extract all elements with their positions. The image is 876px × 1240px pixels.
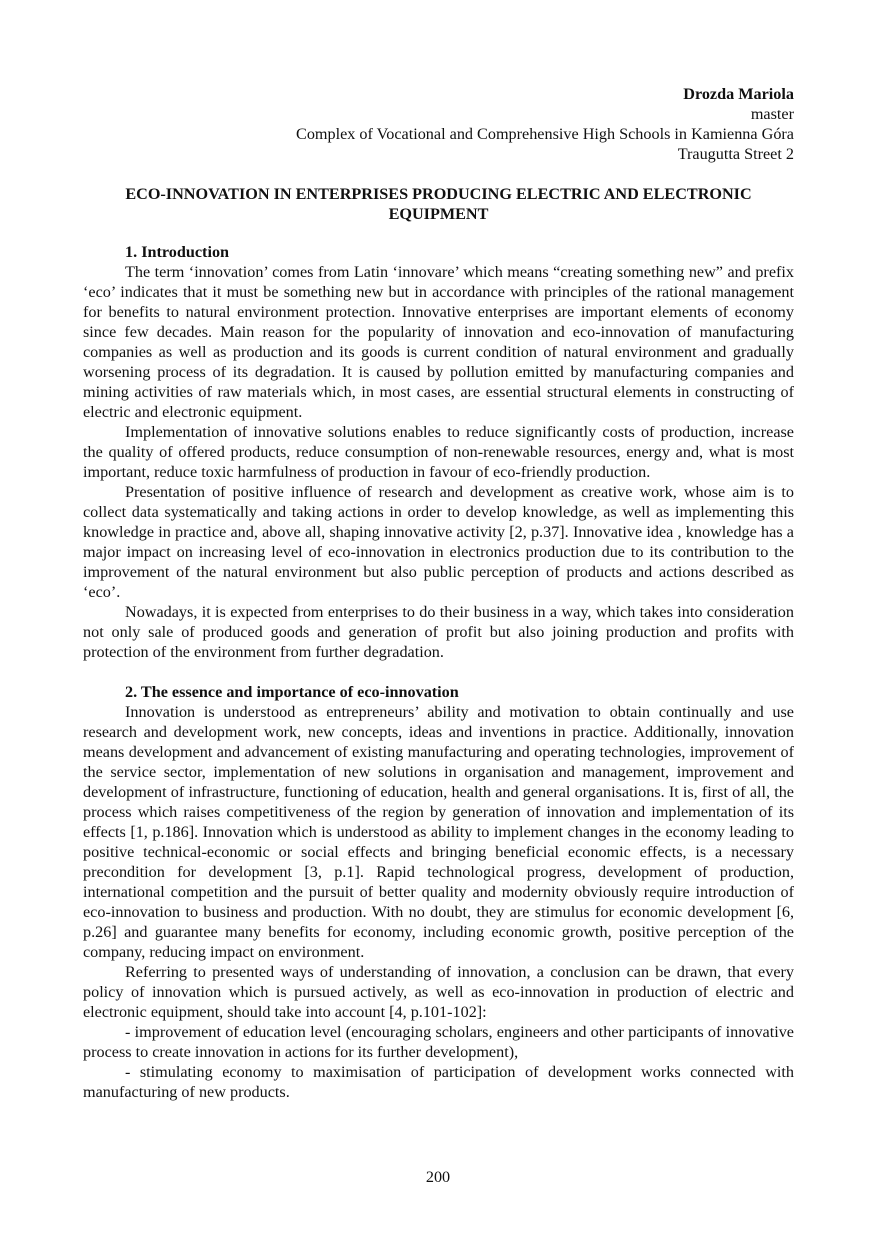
author-name: Drozda Mariola — [683, 85, 794, 103]
author-affiliation: Complex of Vocational and Comprehensive High Schools in Kamienna Góra — [296, 125, 794, 143]
list-item: - stimulating economy to maximisation of participation of development works connected with manufacturing of new products. — [83, 1063, 794, 1101]
paragraph: Referring to presented ways of understanding of innovation, a conclusion can be drawn, that every policy of innovation which is pursued actively, as well as eco-innovation in production of electric and electronic equipment, should take into account [4, p.101-102]: — [83, 963, 794, 1021]
author-block — [83, 84, 794, 164]
section-heading-essence: 2. The essence and importance of eco-innovation — [125, 683, 459, 701]
author-address: Traugutta Street 2 — [677, 145, 794, 163]
paragraph: Nowadays, it is expected from enterprises to do their business in a way, which takes into consideration not only sale of produced goods and generation of profit but also joining production and profits with protection of the environment from further degradation. — [83, 603, 794, 661]
paragraph: Innovation is understood as entrepreneurs’ ability and motivation to obtain continually and use research and development work, new concepts, ideas and inventions in practice. Additionally, innovation means development and advancement of existing manufacturing and operating technologies, improvement of the service sector, implementation of new solutions in organisation and management, improvement and development of infrastructure, functioning of education, health and general organisations. It is, first of all, the process which raises competitiveness of the region by generation of innovation and implementation of its effects [1, p.186]. Innovation which is understood as ability to implement changes in the economy leading to positive technical-economic or social effects and bringing beneficial economic effects, is a necessary precondition for development [3, p.1]. Rapid technological progress, development of production, international competition and the pursuit of better quality and modernity obviously require introduction of eco-innovation to business and production. With no doubt, they are stimulus for economic development [6, p.26] and guarantee many benefits for economy, including economic growth, positive perception of the company, reducing impact on environment. — [83, 703, 794, 961]
document-page — [83, 84, 794, 1102]
paragraph: The term ‘innovation’ comes from Latin ‘innovare’ which means “creating something new” and prefix ‘eco’ indicates that it must be something new but in accordance with principles of the rational management for benefits to natural environment protection. Innovative enterprises are important elements of economy since few decades. Main reason for the popularity of innovation and eco-innovation of manufacturing companies as well as production and its goods is current condition of natural environment and gradually worsening process of its degradation. It is caused by pollution emitted by manufacturing companies and mining activities of raw materials which, in most cases, are essential structural elements in constructing of electric and electronic equipment. — [83, 263, 794, 421]
list-item: - improvement of education level (encouraging scholars, engineers and other participants of innovative process to create innovation in actions for its further development), — [83, 1023, 794, 1061]
author-degree: master — [750, 105, 794, 123]
paper-title: ECO-INNOVATION IN ENTERPRISES PRODUCING ELECTRIC AND ELECTRONIC EQUIPMENT — [125, 185, 752, 223]
paragraph: Presentation of positive influence of research and development as creative work, whose aim is to collect data systematically and taking actions in order to develop knowledge, as well as implementing this knowledge in practice and, above all, shaping innovative activity [2, p.37]. Innovative idea , knowledge has a major impact on increasing level of eco-innovation in electronics production due to its contribution to the improvement of the natural environment but also public perception of products and actions described as ‘eco’. — [83, 483, 794, 601]
section-heading-introduction: 1. Introduction — [125, 243, 230, 261]
paragraph: Implementation of innovative solutions enables to reduce significantly costs of production, increase the quality of offered products, reduce consumption of non-renewable resources, energy and, what is most important, reduce toxic harmfulness of production in favour of eco-friendly production. — [83, 423, 794, 481]
page-number: 200 — [425, 1168, 451, 1186]
